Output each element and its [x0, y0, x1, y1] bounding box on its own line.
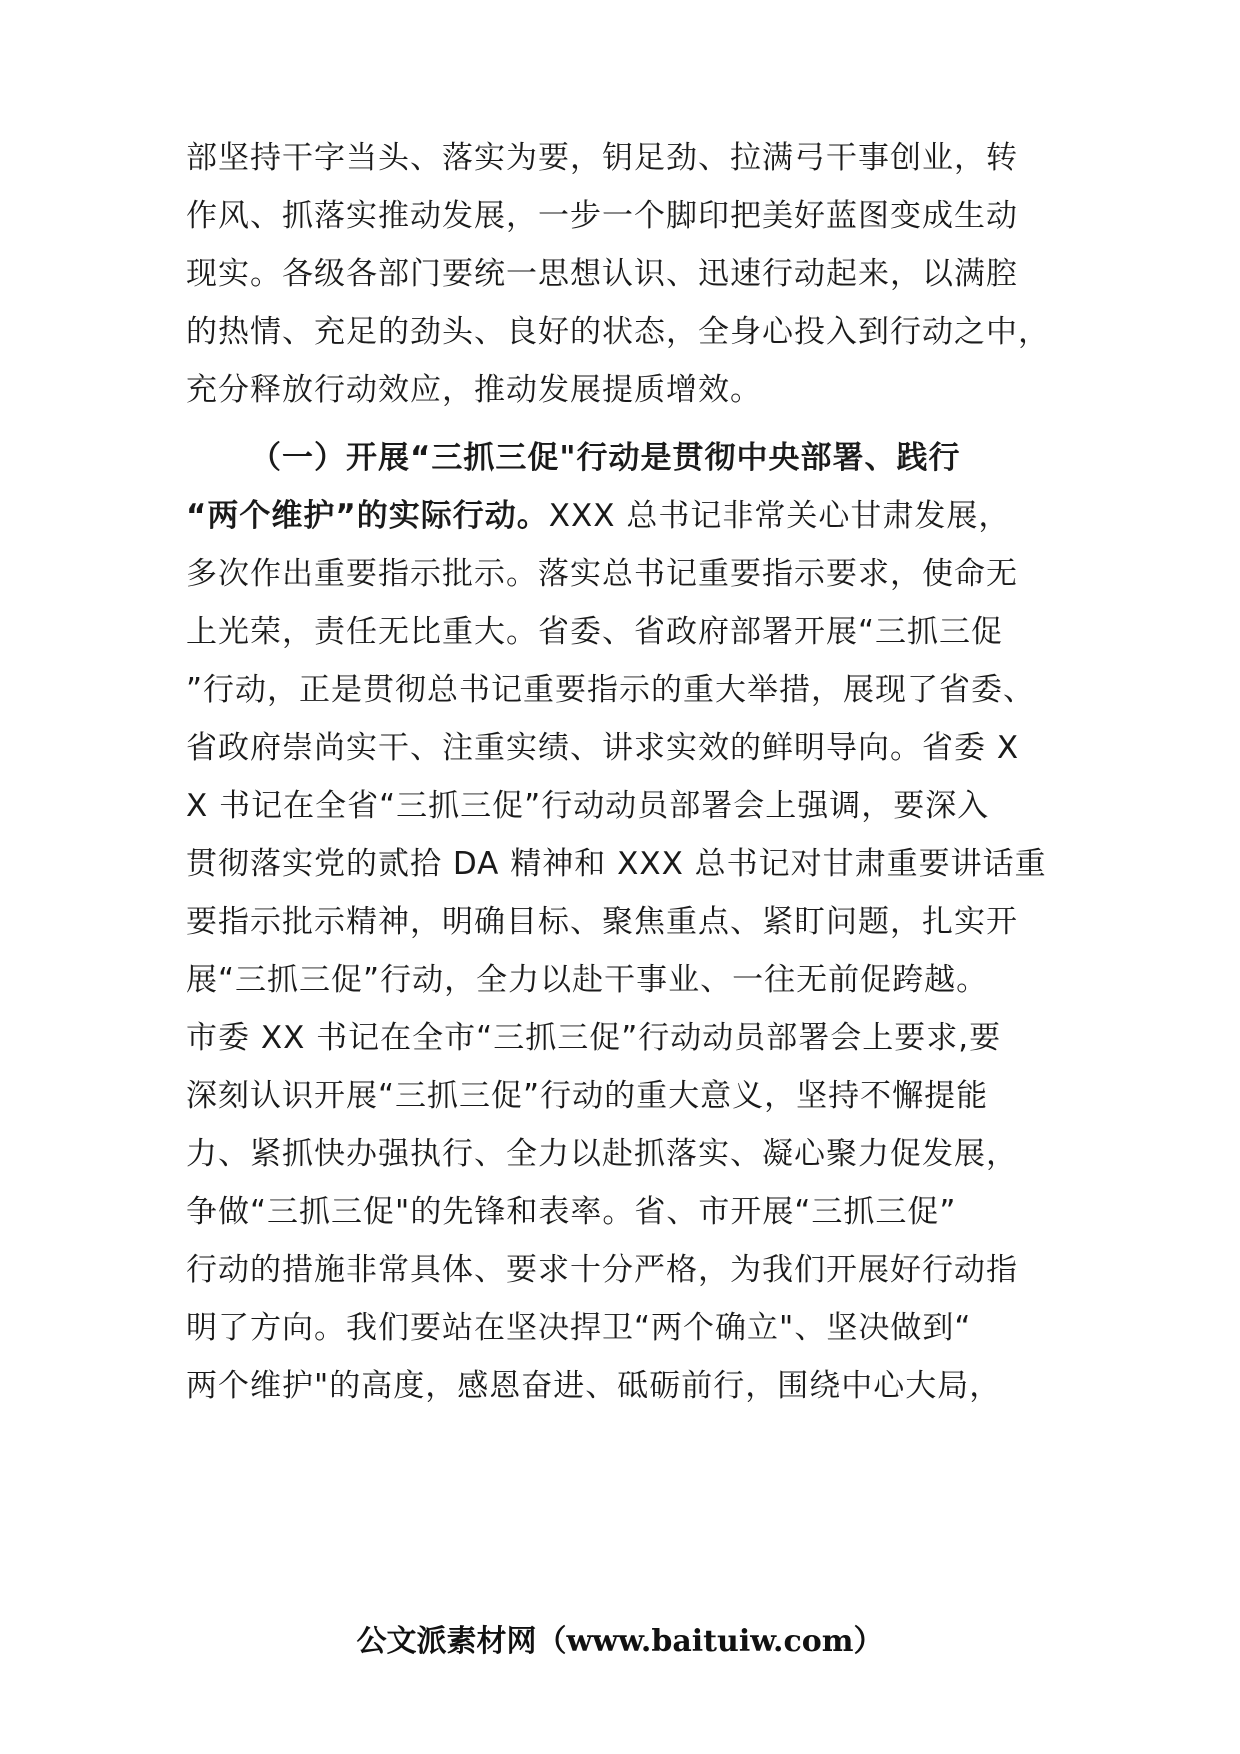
text-line: 上光荣，责任无比重大。省委、省政府部署开展“三抓三促: [186, 614, 1004, 650]
text-line: 贯彻落实党的贰拾 DA 精神和 XXX 总书记对甘肃重要讲话重: [186, 846, 1047, 882]
text-line: 现实。各级各部门要统一思想认识、迅速行动起来，以满腔: [186, 256, 1018, 292]
text-line: 省政府崇尚实干、注重实绩、讲求实效的鲜明导向。省委 X: [186, 730, 1020, 766]
section-heading-tail: “两个维护”的实际行动。: [186, 498, 549, 534]
footer-watermark: 公文派素材网（www.baituiw.com）: [356, 1624, 884, 1659]
text-line: 充分释放行动效应，推动发展提质增效。: [186, 372, 762, 408]
text-line: 明了方向。我们要站在坚决捍卫“两个确立"、坚决做到“: [186, 1310, 972, 1346]
text-line: 的热情、充足的劲头、良好的状态，全身心投入到行动之中，: [186, 314, 1050, 350]
text-line: 深刻认识开展“三抓三促”行动的重大意义，坚持不懈提能: [186, 1078, 989, 1114]
text-line: 力、紧抓快办强执行、全力以赴抓落实、凝心聚力促发展，: [186, 1136, 1018, 1172]
section-heading: （一）开展“三抓三促"行动是贯彻中央部署、践行: [250, 440, 961, 476]
text-line: 展“三抓三促”行动，全力以赴干事业、一往无前促跨越。: [186, 962, 989, 998]
text-line: 作风、抓落实推动发展，一步一个脚印把美好蓝图变成生动: [186, 198, 1018, 234]
text-line: 两个维护"的高度，感恩奋进、砥砺前行，围绕中心大局，: [186, 1368, 1002, 1404]
text-line: 争做“三抓三促"的先锋和表率。省、市开展“三抓三促”: [186, 1194, 957, 1230]
section-heading-continued: [186, 496, 1010, 536]
text-line: ”行动，正是贯彻总书记重要指示的重大举措，展现了省委、: [186, 672, 1036, 708]
text-line: 多次作出重要指示批示。落实总书记重要指示要求，使命无: [186, 556, 1018, 592]
text-line: 部坚持干字当头、落实为要，钥足劲、拉满弓干事创业，转: [186, 140, 1018, 176]
text-line: 市委 XX 书记在全市“三抓三促”行动动员部署会上要求,要: [186, 1020, 1002, 1056]
text-line: 要指示批示精神，明确目标、聚焦重点、紧盯问题，扎实开: [186, 904, 1018, 940]
text-segment: XXX 总书记非常关心甘肃发展，: [548, 498, 1011, 534]
text-line: 行动的措施非常具体、要求十分严格，为我们开展好行动指: [186, 1252, 1018, 1288]
text-line: X 书记在全省“三抓三促”行动动员部署会上强调，要深入: [186, 788, 990, 824]
